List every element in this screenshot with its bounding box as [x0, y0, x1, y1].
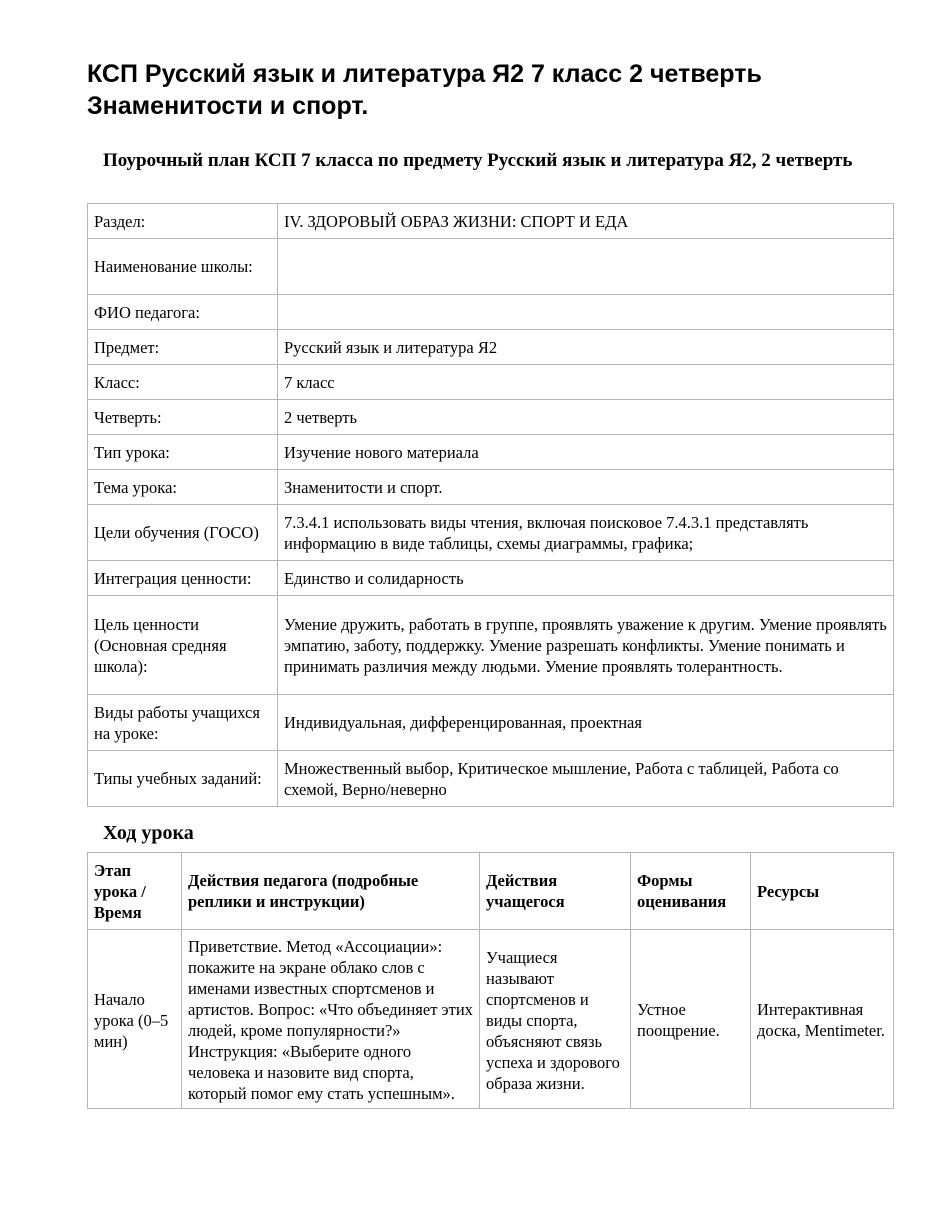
table-row [88, 400, 894, 435]
assessment-cell: Устное поощрение. [631, 930, 751, 1109]
info-value: 7 класс [278, 365, 894, 400]
info-label: Цель ценности (Основная средняя школа): [88, 596, 278, 695]
info-label: Интеграция ценности: [88, 561, 278, 596]
table-row [88, 930, 894, 1109]
table-row [88, 505, 894, 561]
column-header-stage: Этап урока / Время [88, 853, 182, 930]
column-header-resources: Ресурсы [751, 853, 894, 930]
info-value: 7.3.4.1 использовать виды чтения, включая поисковое 7.4.3.1 представлять информацию в виде таблицы, схемы диаграммы, графика; [278, 505, 894, 561]
info-value: 2 четверть [278, 400, 894, 435]
table-row [88, 435, 894, 470]
info-label: Виды работы учащихся на уроке: [88, 695, 278, 751]
document-title: КСП Русский язык и литература Я2 7 класс 2 четверть Знаменитости и спорт. [87, 60, 762, 120]
info-value: Изучение нового материала [278, 435, 894, 470]
teacher-actions-cell: Приветствие. Метод «Ассоциации»: покажите на экране облако слов с именами известных спортсменов и артистов. Вопрос: «Что объединяет этих людей, кроме популярности?» Инструкция: «Выберите одного человека и назовите вид спорта, который помог ему стать успешным». [182, 930, 480, 1109]
info-value: Индивидуальная, дифференцированная, проектная [278, 695, 894, 751]
info-label: Наименование школы: [88, 239, 278, 295]
plan-subtitle: Поурочный план КСП 7 класса по предмету Русский язык и литература Я2, 2 четверть [103, 150, 853, 171]
table-header-row [88, 853, 894, 930]
info-label: Предмет: [88, 330, 278, 365]
info-label: Четверть: [88, 400, 278, 435]
lesson-info-table [87, 203, 894, 807]
table-row [88, 596, 894, 695]
column-header-assessment: Формы оценивания [631, 853, 751, 930]
info-value: IV. ЗДОРОВЫЙ ОБРАЗ ЖИЗНИ: СПОРТ И ЕДА [278, 204, 894, 239]
info-label: Цели обучения (ГОСО) [88, 505, 278, 561]
info-value [278, 295, 894, 330]
table-row [88, 561, 894, 596]
info-label: Класс: [88, 365, 278, 400]
info-value [278, 239, 894, 295]
table-row [88, 365, 894, 400]
table-row [88, 751, 894, 807]
table-row [88, 695, 894, 751]
column-header-teacher: Действия педагога (подробные реплики и инструкции) [182, 853, 480, 930]
table-row [88, 239, 894, 295]
info-value: Знаменитости и спорт. [278, 470, 894, 505]
info-value: Множественный выбор, Критическое мышление, Работа с таблицей, Работа со схемой, Верно/неверно [278, 751, 894, 807]
info-value: Умение дружить, работать в группе, проявлять уважение к другим. Умение проявлять эмпатию, заботу, поддержку. Умение разрешать конфликты. Умение понимать и принимать различия между людьми. Умение проявлять толерантность. [278, 596, 894, 695]
info-value: Русский язык и литература Я2 [278, 330, 894, 365]
info-label: Тема урока: [88, 470, 278, 505]
resources-cell: Интерактивная доска, Mentimeter. [751, 930, 894, 1109]
info-label: Тип урока: [88, 435, 278, 470]
info-label: Раздел: [88, 204, 278, 239]
lesson-plan-table [87, 852, 894, 1109]
table-row [88, 204, 894, 239]
stage-cell: Начало урока (0–5 мин) [88, 930, 182, 1109]
info-label: Типы учебных заданий: [88, 751, 278, 807]
table-row [88, 295, 894, 330]
column-header-student: Действия учащегося [480, 853, 631, 930]
table-row [88, 330, 894, 365]
info-value: Единство и солидарность [278, 561, 894, 596]
info-label: ФИО педагога: [88, 295, 278, 330]
table-row [88, 470, 894, 505]
lesson-progress-heading: Ход урока [103, 822, 194, 844]
student-actions-cell: Учащиеся называют спортсменов и виды спорта, объясняют связь успеха и здорового образа жизни. [480, 930, 631, 1109]
